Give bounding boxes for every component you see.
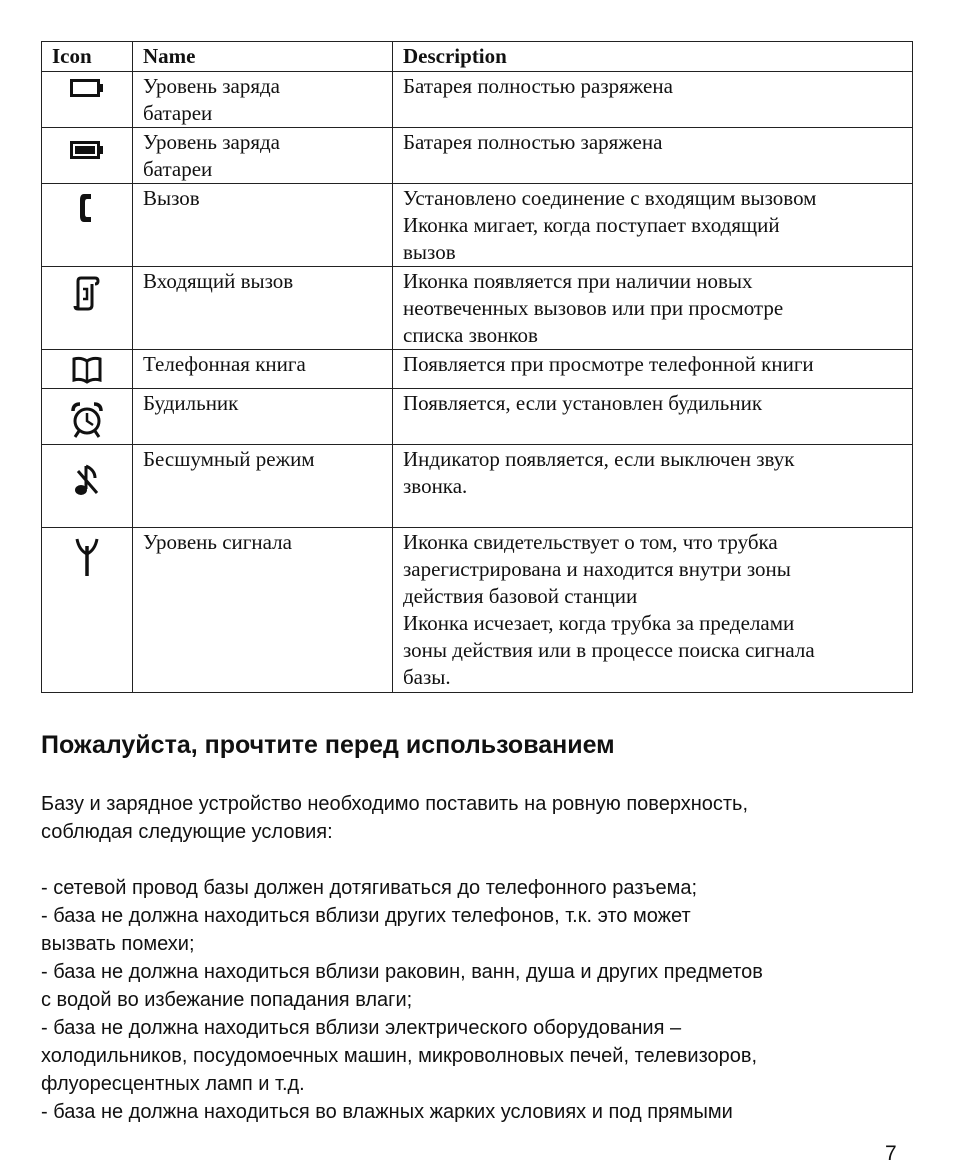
name-cell: Телефонная книга [133,350,393,389]
description-cell: Появляется, если установлен будильник [393,389,913,445]
table-row [42,128,913,184]
header-name: Name [133,42,393,72]
list-item: - база не должна находиться вблизи раковин, ванн, душа и других предметов с водой во избежание попадания влаги; [41,961,763,1011]
table-row [42,267,913,350]
list-item: - сетевой провод базы должен дотягиваться до телефонного разъема; [41,877,698,899]
section-title: Пожалуйста, прочтите перед использованием [41,731,615,759]
icon-description-table [41,41,913,693]
icon-cell [42,72,133,128]
description-cell: Индикатор появляется, если выключен звук звонка. [393,445,913,528]
name-cell: Входящий вызов [133,267,393,350]
icon-cell [42,350,133,389]
table-header-row [42,42,913,72]
icon-cell [42,128,133,184]
list-item: - база не должна находиться во влажных жарких условиях и под прямыми [41,1101,733,1123]
conditions-list [41,874,921,1126]
icon-cell [42,184,133,267]
table-row [42,389,913,445]
table-row [42,445,913,528]
name-cell: Будильник [133,389,393,445]
description-cell: Появляется при просмотре телефонной книги [393,350,913,389]
description-cell: Батарея полностью разряжена [393,72,913,128]
list-item: - база не должна находиться вблизи электрического оборудования – холодильников, посудомоечных машин, микроволновых печей, телевизоров, флуоресцентных ламп и т.д. [41,1017,758,1095]
name-cell: Вызов [133,184,393,267]
phonebook-icon [71,356,103,384]
name-cell: Уровень заряда батареи [133,72,393,128]
phone-handset-icon [77,192,97,224]
table-row [42,350,913,389]
icon-cell [42,389,133,445]
intro-paragraph: Базу и зарядное устройство необходимо поставить на ровную поверхность, соблюдая следующие условия: [41,793,749,843]
page-number: 7 [885,1142,897,1165]
description-cell: Иконка появляется при наличии новых неотвеченных вызовов или при просмотре списка звонков [393,267,913,350]
table-row [42,528,913,693]
table-row [42,184,913,267]
name-cell: Уровень заряда батареи [133,128,393,184]
signal-antenna-icon [74,536,100,578]
alarm-clock-icon [70,401,104,439]
table-row [42,72,913,128]
description-cell: Иконка свидетельствует о том, что трубка зарегистрирована и находится внутри зоны действия базовой станции Иконка исчезает, когда трубка за пределами зоны действия или в процессе поиска сигнала базы. [393,528,913,693]
call-list-icon [73,275,101,311]
icon-cell [42,267,133,350]
name-cell: Бесшумный режим [133,445,393,528]
battery-full-icon [70,138,104,160]
header-icon: Icon [42,42,133,72]
header-description: Description [393,42,913,72]
icon-cell [42,445,133,528]
name-cell: Уровень сигнала [133,528,393,693]
description-cell: Батарея полностью заряжена [393,128,913,184]
silent-mode-icon [73,463,101,499]
description-cell: Установлено соединение с входящим вызовом Иконка мигает, когда поступает входящий вызов [393,184,913,267]
battery-empty-icon [70,76,104,98]
list-item: - база не должна находиться вблизи других телефонов, т.к. это может вызвать помехи; [41,905,691,955]
icon-cell [42,528,133,693]
section-body [41,790,921,1126]
